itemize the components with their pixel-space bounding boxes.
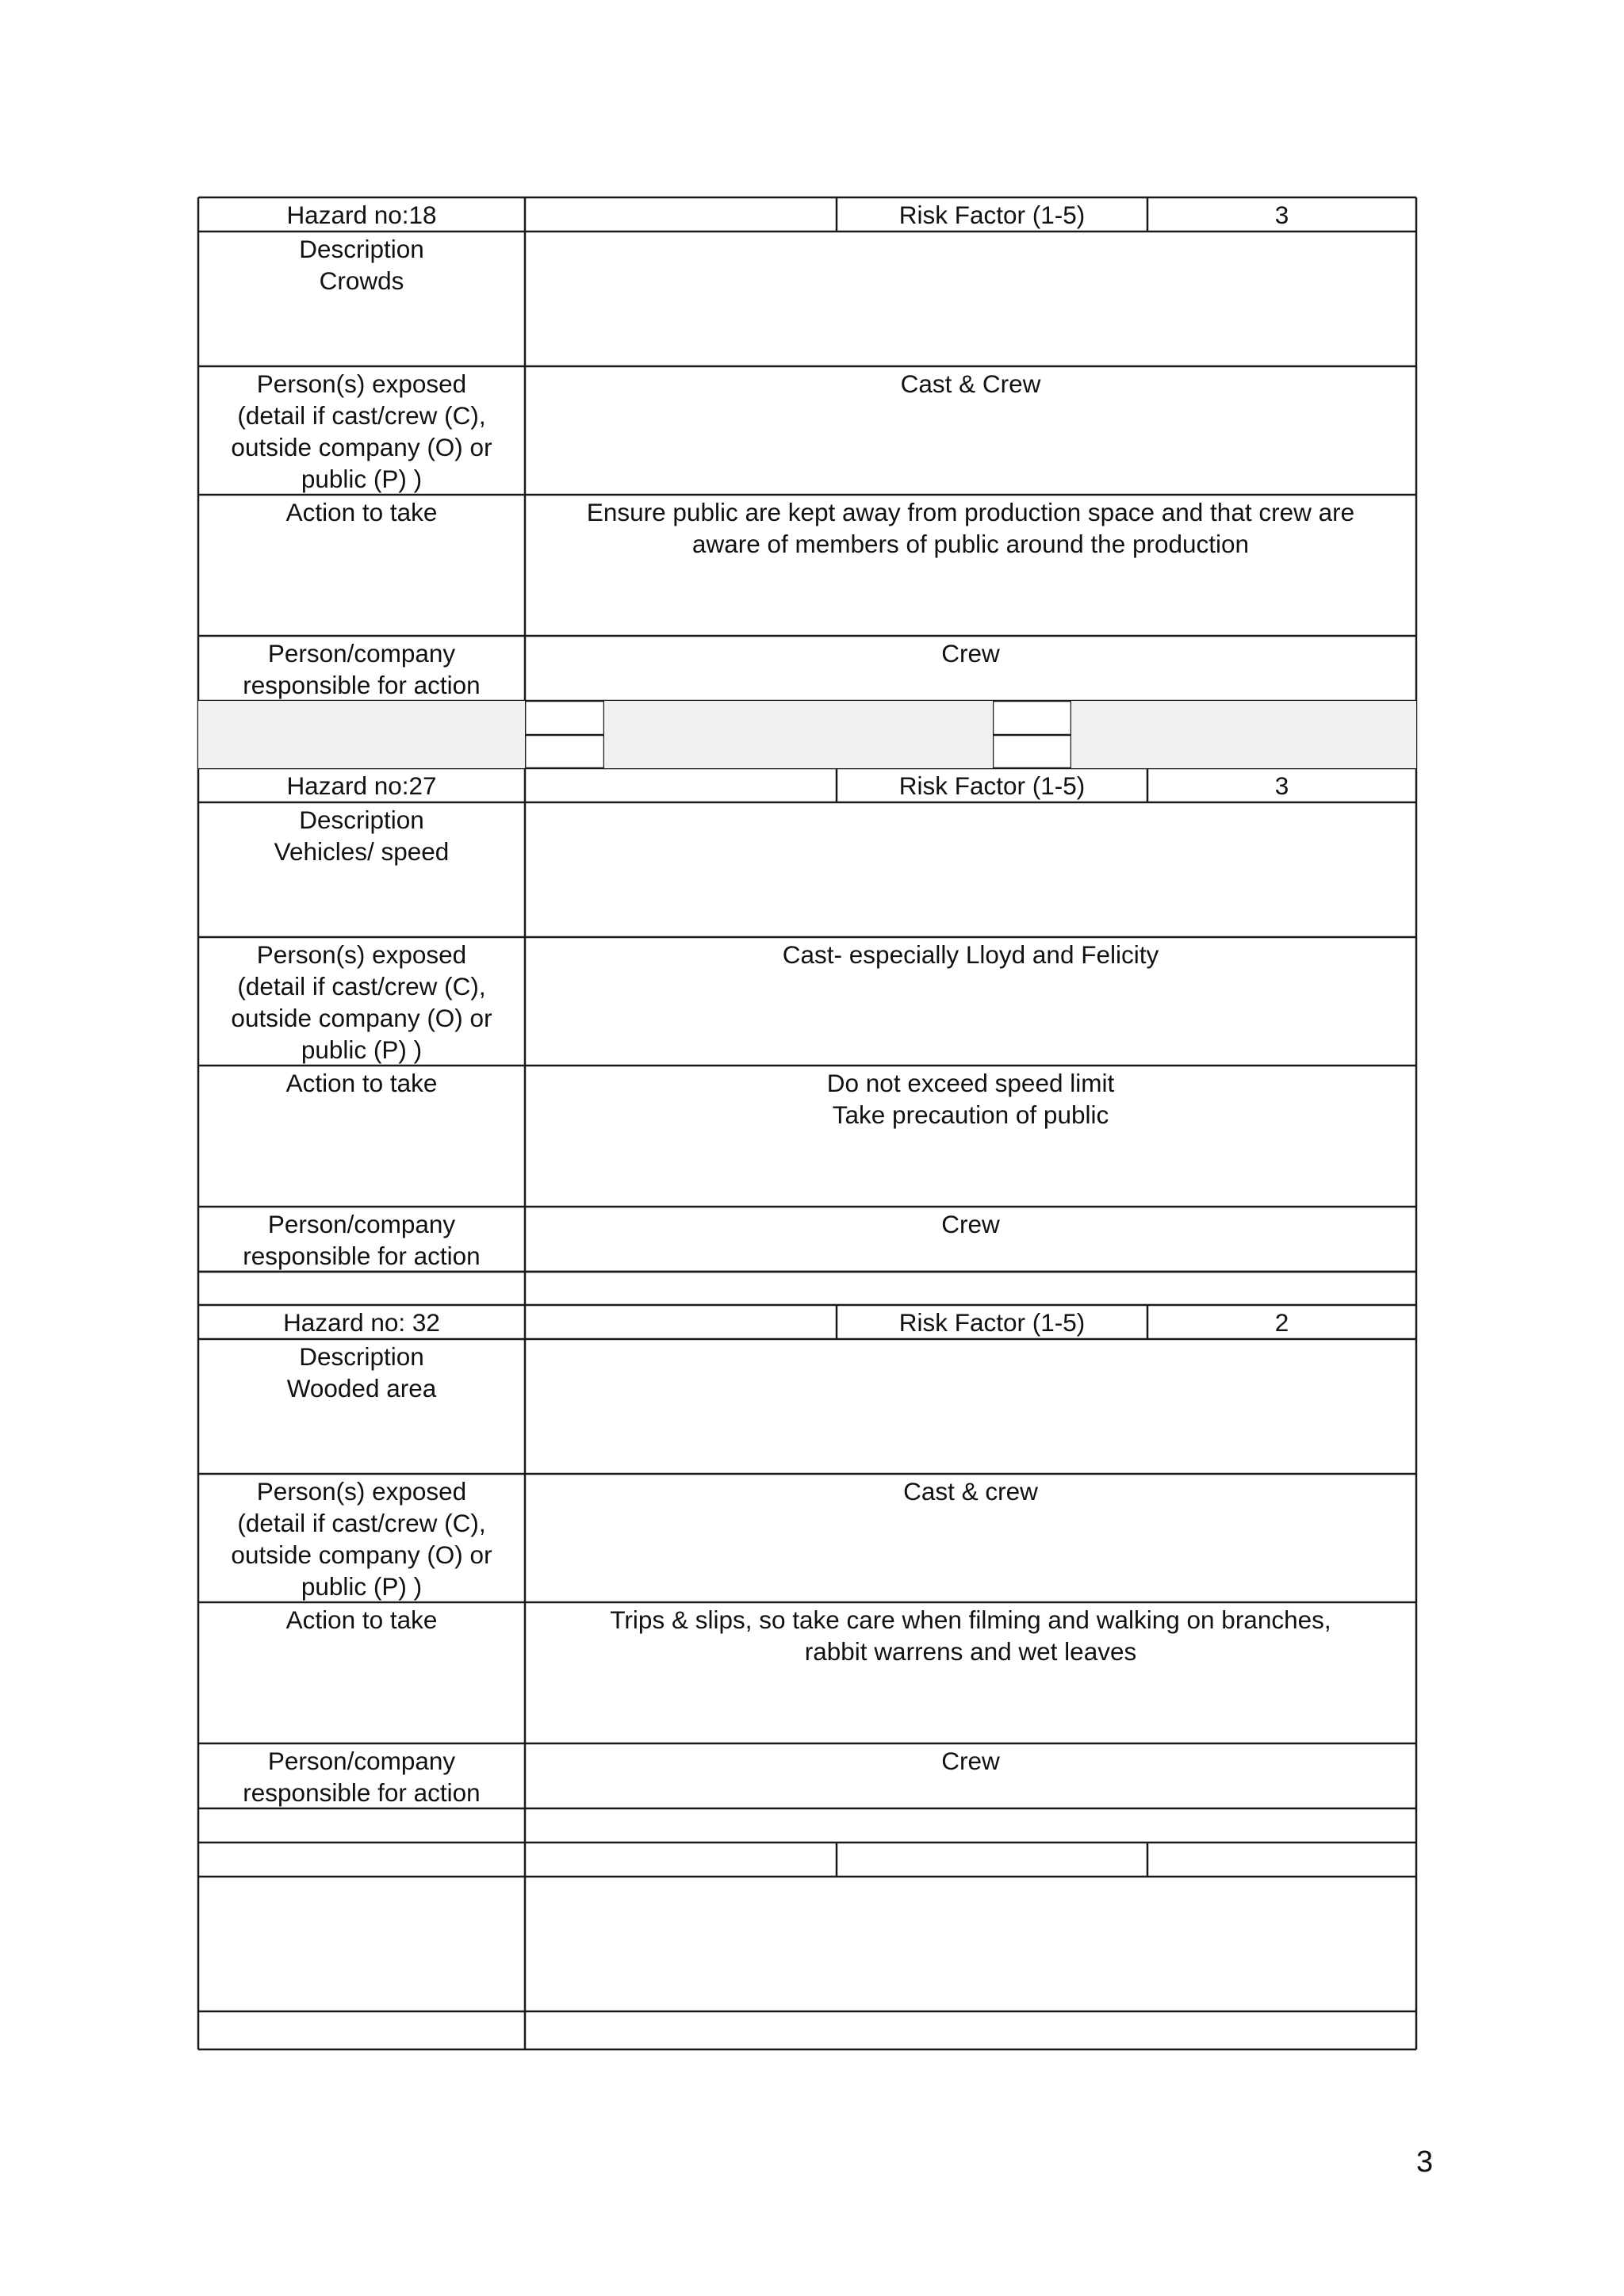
responsible-label-line: responsible for action [243,1242,481,1270]
hazard-number: Hazard no:27 [286,771,437,800]
persons-exposed-label [198,366,525,495]
shaded-cell [1071,701,1345,735]
persons-exposed-value: Cast- especially Lloyd and Felicity [782,940,1159,969]
shaded-cell [198,701,525,735]
responsible-label-line: Person/company [267,1210,456,1238]
action-value-line: Trips & slips, so take care when filming and walking on branches, [610,1605,1331,1634]
responsible-label [198,1207,525,1272]
page-number: 3 [1416,2145,1434,2179]
action-value-line: Do not exceed speed limit [826,1069,1115,1097]
risk-factor-value: 3 [1274,771,1289,800]
action-label: Action to take [285,1605,438,1634]
shaded-cell [604,735,993,768]
persons-exposed-label-line: outside company (O) or [231,1540,492,1569]
description-cell-line: Crowds [319,266,404,295]
action-value-line: Ensure public are kept away from production space and that crew are [586,498,1355,526]
persons-exposed-label-line: public (P) ) [301,1035,423,1064]
persons-exposed-value: Cast & crew [903,1477,1038,1506]
persons-exposed-label [198,1474,525,1602]
responsible-label [198,1743,525,1808]
action-value-line: aware of members of public around the production [691,530,1250,558]
action-value-line: rabbit warrens and wet leaves [804,1637,1137,1666]
description-cell-line: Description [299,1342,424,1371]
persons-exposed-label-line: outside company (O) or [231,1004,492,1032]
risk-factor-label: Risk Factor (1-5) [898,201,1086,229]
responsible-label-line: responsible for action [243,671,481,699]
persons-exposed-label-line: public (P) ) [301,1572,423,1601]
persons-exposed-label-line: outside company (O) or [231,433,492,461]
description-cell-line: Description [299,235,424,263]
risk-factor-value: 2 [1274,1308,1289,1337]
description-cell [198,232,525,366]
persons-exposed-label-line: Person(s) exposed [256,1477,467,1506]
description-cell-line: Vehicles/ speed [274,837,450,866]
risk-factor-label: Risk Factor (1-5) [898,1308,1086,1337]
shaded-cell [1345,701,1416,735]
hazard-number: Hazard no: 32 [283,1308,440,1337]
risk-factor-value: 3 [1274,201,1289,229]
responsible-label-line: Person/company [267,1747,456,1775]
persons-exposed-label-line: (detail if cast/crew (C), [237,401,486,430]
action-value-line: Take precaution of public [832,1100,1109,1129]
responsible-value: Crew [941,1210,1000,1238]
hazard-table [198,197,1416,2049]
action-value [525,495,1416,636]
description-cell [198,802,525,937]
risk-factor-label: Risk Factor (1-5) [898,771,1086,800]
persons-exposed-label-line: Person(s) exposed [256,369,467,398]
shaded-cell [604,701,993,735]
persons-exposed-label [198,937,525,1066]
shaded-cell [1071,735,1345,768]
persons-exposed-label-line: Person(s) exposed [256,940,467,969]
description-cell [198,1339,525,1474]
responsible-value: Crew [941,639,1000,668]
shaded-cell [1345,735,1416,768]
action-label: Action to take [285,1069,438,1097]
description-cell-line: Description [299,806,424,834]
shaded-cell [198,735,525,768]
description-cell-line: Wooded area [286,1374,437,1402]
action-value [525,1066,1416,1207]
persons-exposed-label-line: public (P) ) [301,465,423,493]
persons-exposed-label-line: (detail if cast/crew (C), [237,972,486,1001]
persons-exposed-value: Cast & Crew [900,369,1041,398]
responsible-value: Crew [941,1747,1000,1775]
responsible-label-line: responsible for action [243,1778,481,1807]
persons-exposed-label-line: (detail if cast/crew (C), [237,1509,486,1537]
responsible-label-line: Person/company [267,639,456,668]
responsible-label [198,636,525,701]
action-label: Action to take [285,498,438,526]
hazard-number: Hazard no:18 [286,201,437,229]
action-value [525,1602,1416,1743]
